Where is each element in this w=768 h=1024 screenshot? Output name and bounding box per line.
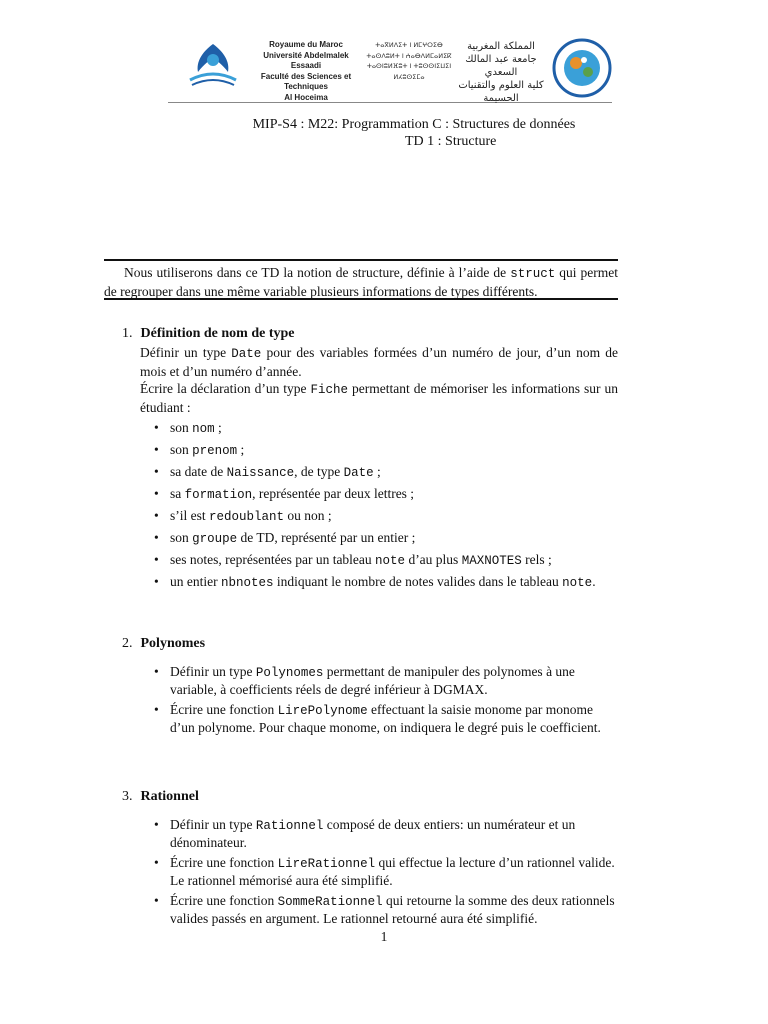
text: ;: [218, 420, 222, 435]
section-2-bullet-list: [154, 664, 618, 736]
code-term: nom: [192, 422, 215, 436]
text: un entier: [170, 574, 218, 589]
list-item: [154, 552, 618, 570]
list-item: [154, 817, 618, 851]
text: Écrire une fonction: [170, 855, 275, 870]
header-arabic-text: [454, 40, 548, 105]
section-number: 3.: [122, 789, 133, 804]
header-fr-line: Royaume du Maroc: [269, 40, 343, 49]
text: de TD, représenté par un entier ;: [240, 530, 416, 545]
code-term: redoublant: [209, 510, 285, 524]
text: son: [170, 530, 189, 545]
code-term: nbnotes: [220, 576, 274, 590]
text: permettant de manipuler des polynomes à une variable, à coefficients réels de degré inférieur à DGMAX.: [170, 664, 575, 697]
text: qui effectue la lecture d’un rationnel valide. Le rationnel mémorisé aura été simplifié.: [170, 855, 615, 888]
td-title: TD 1 : Structure: [405, 134, 497, 149]
header-tif-line: ⵜⴰⵙⴷⵓⵍⵜ ⵏ ⵄⴰⴱⴷⵍⵎⴰⵍⵉⴽ: [366, 51, 452, 60]
code-term: Fiche: [310, 383, 349, 397]
list-item: [154, 486, 618, 504]
code-term: groupe: [192, 532, 238, 546]
header-ar-line: المملكة المغربية: [467, 41, 535, 52]
header-french-text: [250, 40, 362, 103]
text: sa: [170, 486, 182, 501]
section-number: 1.: [122, 326, 133, 341]
list-item: [154, 442, 618, 460]
text: rels ;: [525, 552, 552, 567]
text: ses notes, représentées par un tableau: [170, 552, 372, 567]
text: composé de deux entiers: un numérateur et un dénominateur.: [170, 817, 576, 850]
code-term: Naissance: [226, 466, 295, 480]
page-number: 1: [380, 929, 388, 944]
faculty-logo-icon: [550, 36, 614, 100]
header-tifinagh-text: [366, 40, 452, 82]
text: ou non ;: [287, 508, 332, 523]
code-term: note: [375, 554, 406, 568]
section-number: 2.: [122, 636, 133, 651]
text: ;: [377, 464, 381, 479]
code-term: MAXNOTES: [461, 554, 522, 568]
text: Définir un type: [140, 345, 227, 360]
header-tif-line: ⵜⴰⴳⵍⴷⵉⵜ ⵏ ⵍⵎⵖⵔⵉⴱ: [375, 41, 443, 49]
section-3-bullet-list: [154, 817, 618, 927]
list-item: [154, 893, 618, 927]
text: Écrire la déclaration d’un type: [140, 381, 307, 396]
text: ;: [240, 442, 245, 457]
list-item: [154, 574, 618, 592]
text: Définir un type: [170, 817, 253, 832]
text: pour des variables formées d’un numéro de jour, d’un nom de mois et d’un numéro d’année.: [140, 345, 619, 379]
code-term: SommeRationnel: [277, 895, 383, 909]
text: permettant de mémoriser les informations sur un étudiant :: [140, 381, 618, 415]
text: qui retourne la somme des deux rationnels valides passés en argument. Le rationnel retourné aura été simplifié.: [170, 893, 615, 926]
text: effectuant la saisie monome par monome d’un polynome. Pour chaque monome, on indiquera le degré puis le coefficient.: [170, 702, 601, 735]
header-fr-line: Faculté des Sciences et Techniques: [260, 71, 352, 91]
header-ar-line: كلية العلوم والتقنيات: [458, 80, 544, 91]
intro-text: Nous utiliserons dans ce TD la notion de structure, définie à l’aide de: [124, 265, 507, 280]
text: son: [170, 420, 189, 435]
list-item: [154, 464, 618, 482]
section-2-heading: [122, 636, 205, 652]
text: Écrire une fonction: [170, 893, 275, 908]
section-1-bullet-list: [154, 420, 618, 592]
institution-header: [168, 30, 612, 103]
intro-paragraph: [104, 264, 618, 300]
text: indiquant le nombre de notes valides dans le tableau: [276, 574, 559, 589]
code-term: Date: [231, 347, 262, 361]
list-item: [154, 664, 618, 698]
code-term: Polynomes: [255, 666, 324, 680]
text: , représentée par deux lettres ;: [252, 486, 415, 501]
code-term: LireRationnel: [277, 857, 376, 871]
intro-code: struct: [510, 267, 556, 281]
section-1-paragraph: [140, 344, 618, 416]
section-title: Rationnel: [140, 789, 199, 804]
header-fr-line: Al Hoceima: [284, 92, 328, 102]
intro-bottom-rule: [104, 298, 618, 300]
code-term: Date: [343, 466, 374, 480]
text: .: [592, 574, 596, 589]
list-item: [154, 702, 618, 736]
header-fr-line: Université Abdelmalek Essaadi: [263, 50, 349, 70]
header-ar-line: الحسيمة: [483, 93, 519, 104]
list-item: [154, 508, 618, 526]
section-title: Définition de nom de type: [140, 326, 295, 341]
intro-text: qui permet de regrouper dans une même variable plusieurs informations de types différents.: [104, 265, 618, 299]
list-item: [154, 855, 618, 889]
text: d’au plus: [408, 552, 459, 567]
text: Définir un type: [170, 664, 253, 679]
text: sa date de: [170, 464, 224, 479]
code-term: Rationnel: [255, 819, 324, 833]
section-3-heading: [122, 789, 199, 805]
text: , de type: [294, 464, 341, 479]
header-tif-line: ⵜⴰⵙⵏⵓⵍⴼⵓⵜ ⵏ ⵜⵓⵙⵙⵏⵉⵡⵉⵏ: [366, 62, 452, 70]
list-item: [154, 420, 618, 438]
code-term: note: [562, 576, 593, 590]
header-ar-line: جامعة عبد المالك السعدي: [465, 54, 537, 78]
text: Écrire une fonction: [170, 702, 275, 717]
intro-top-rule: [104, 259, 618, 261]
university-logo-icon: [182, 38, 244, 100]
section-title: Polynomes: [140, 636, 206, 651]
text: son: [170, 442, 189, 457]
code-term: formation: [184, 488, 253, 502]
code-term: prenom: [192, 444, 238, 458]
text: s’il est: [170, 508, 206, 523]
header-tif-line: ⵍⵃⵓⵙⵉⵎⴰ: [393, 72, 425, 81]
code-term: LirePolynome: [277, 704, 368, 718]
list-item: [154, 530, 618, 548]
section-1-heading: [122, 326, 295, 342]
course-title: MIP-S4 : M22: Programmation C : Structures de données: [252, 117, 576, 132]
